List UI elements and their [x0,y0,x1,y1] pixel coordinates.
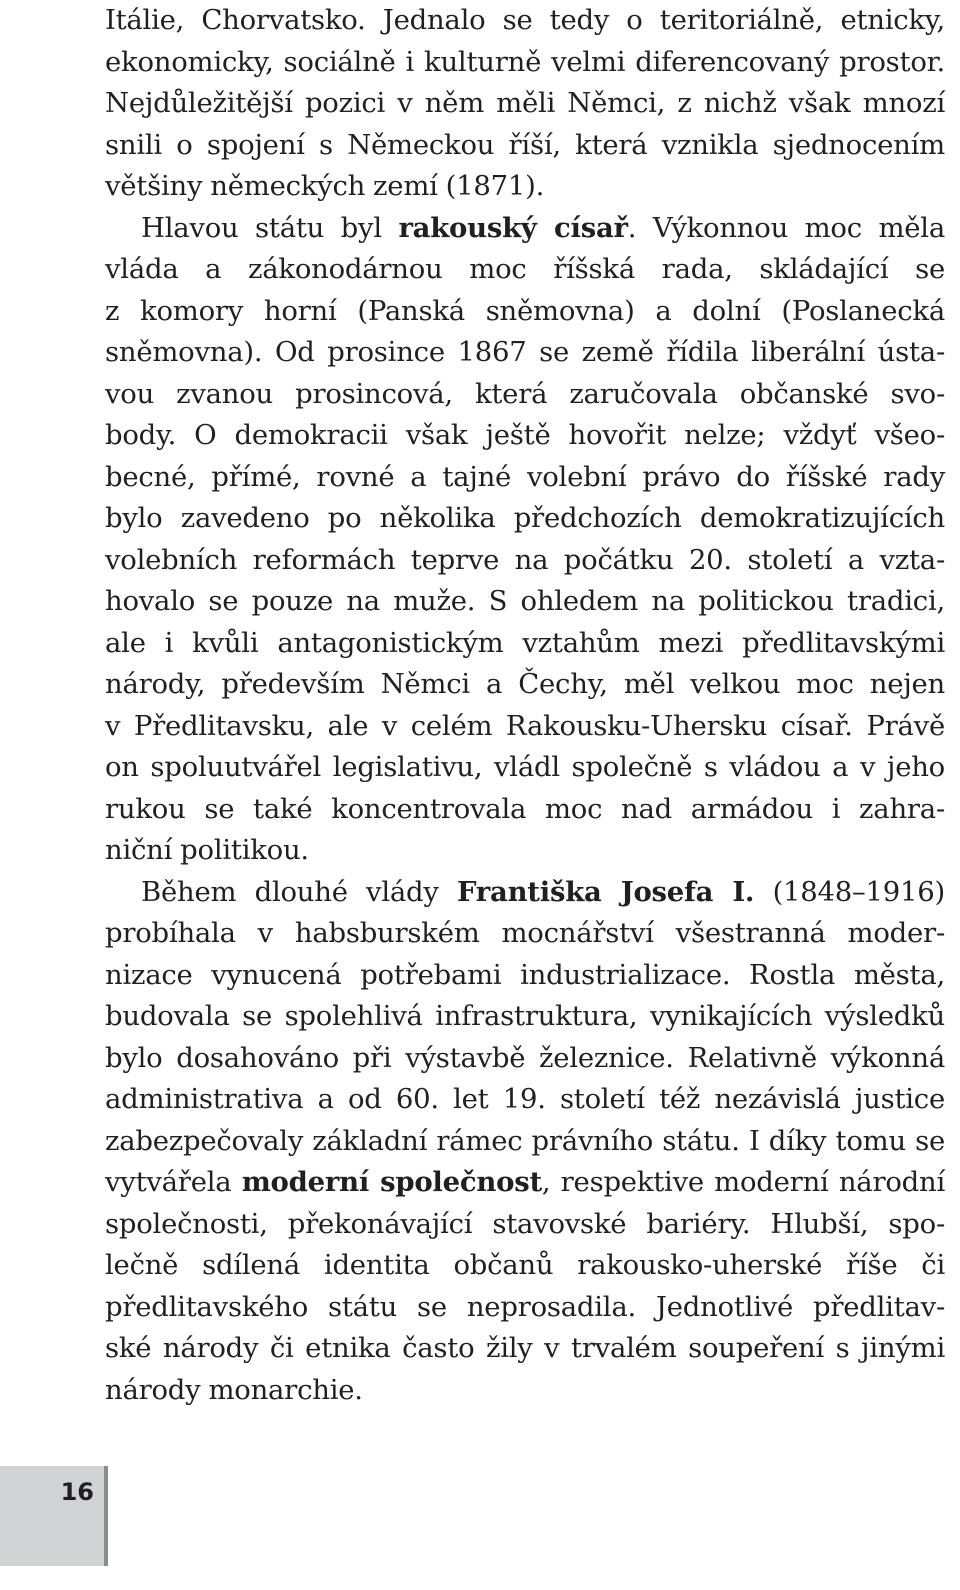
text-line: většiny německých zemí (1871). [105,170,545,202]
text-line: niční politikou. [105,834,309,866]
text-line: z komory horní (Panská sněmovna) a dolní (Poslanecká [105,294,945,327]
text-line: body. O demokracii však ještě hovořit nelze; vždyť všeo- [105,419,945,451]
text-line: administrativa a od 60. let 19. století též nezávislá justice [105,1083,945,1115]
text-line: budovala se spolehlivá infrastruktura, vynikajících výsledků [105,1000,945,1032]
text-line: Nejdůležitější pozici v něm měli Němci, z nichž však mnozí [105,87,945,119]
text-line: snili o spojení s Německou říší, která vznikla sjednocením [105,128,945,161]
text-run: Během dlouhé vlády [141,875,457,908]
text-run: . Výkonnou moc měla [627,211,945,244]
text-line [105,1162,945,1204]
emphasis-emperor: rakouský císař [398,211,628,244]
text-line: ale i kvůli antagonistickým vztahům mezi předlitavskými [105,626,945,659]
text-run: Hlavou státu byl [141,211,399,244]
text-line: bylo zavedeno po několika předchozích demokratizujících [105,502,945,534]
text-line: předlitavského státu se neprosadila. Jednotlivé předlitav- [105,1290,945,1323]
paragraph-2 [105,208,945,872]
text-line: ekonomicky, sociálně i kulturně velmi diferencovaný prostor. [105,45,945,78]
emphasis-modern-society: moderní společnost [241,1166,542,1198]
text-line: becné, přímé, rovné a tajné volební právo do říšské rady [105,460,945,493]
text-line: bylo dosahováno při výstavbě železnice. Relativně výkonná [105,1041,945,1074]
text-line: zabezpečovaly základní rámec právního státu. I díky tomu se [105,1124,945,1157]
text-line: sněmovna). Od prosince 1867 se země řídila liberální ústa- [105,336,945,368]
text-line: v Předlitavsku, ale v celém Rakousku-Uhersku císař. Právě [105,709,945,742]
text-line: nizace vynucená potřebami industrializace. Rostla města, [105,958,945,991]
text-line: národy, především Němci a Čechy, měl velkou moc nejen [105,668,945,700]
text-line: ské národy či etnika často žily v trvalém soupeření s jinými [105,1332,945,1364]
paragraph-1 [105,0,945,208]
page-number [0,1466,104,1518]
text-line: on spoluutvářel legislativu, vládl společně s vládou a v jeho [105,751,945,783]
text-line: Itálie, Chorvatsko. Jednalo se tedy o teritoriálně, etnicky, [105,4,945,36]
text-line: volebních reformách teprve na počátku 20. století a vzta- [105,543,945,576]
text-line [105,208,945,250]
text-run: vytvářela [105,1166,242,1198]
text-line: probíhala v habsburském mocnářství všestranná moder- [105,917,945,949]
paragraph-3 [105,872,945,1412]
emphasis-franz-joseph: Františka Josefa I. [456,875,755,908]
text-line: rukou se také koncentrovala moc nad armádou i zahra- [105,792,945,825]
text-line: vláda a zákonodárnou moc říšská rada, skládající se [105,253,945,285]
text-line: národy monarchie. [105,1373,363,1406]
text-line: vou zvanou prosincová, která zaručovala občanské svo- [105,377,945,410]
text-line: lečně sdílená identita občanů rakousko-uherské říše či [105,1249,945,1281]
text-line: hovalo se pouze na muže. S ohledem na politickou tradici, [105,585,945,617]
page-number-text: 16 [60,1478,94,1506]
text-line: společnosti, překonávající stavovské bariéry. Hlubší, spo- [105,1207,945,1240]
text-line [105,872,945,914]
text-run: (1848–1916) [754,875,945,908]
body-text [105,0,945,1411]
text-run: , respektive moderní národní [541,1166,946,1198]
